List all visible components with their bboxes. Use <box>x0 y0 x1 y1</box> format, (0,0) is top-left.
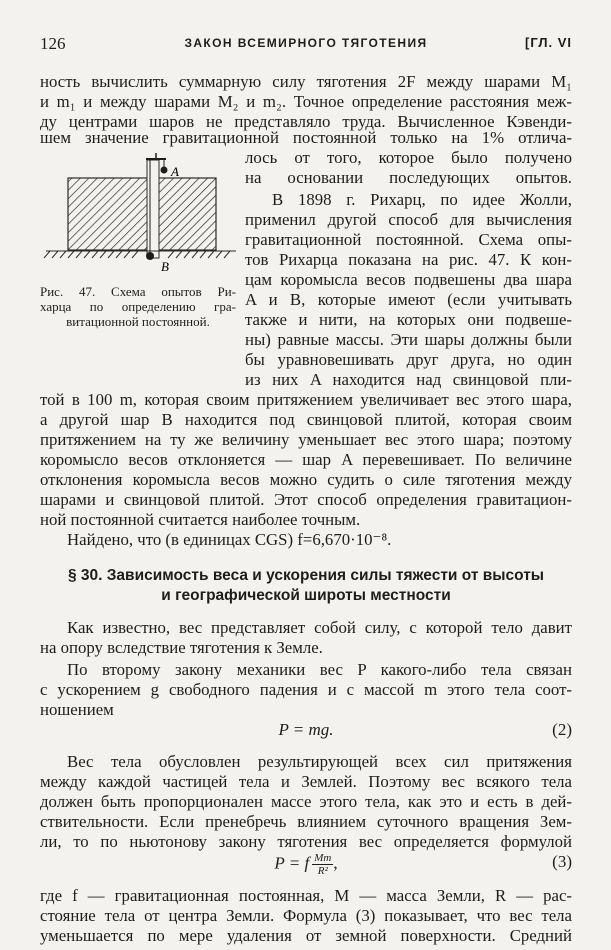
text-line: ность вычислить суммарную силу тяготения 2F между шарами M₁ <box>40 72 572 91</box>
label-b: B <box>161 259 169 274</box>
formula-expression: P = mg. <box>278 720 334 739</box>
text-line: той в 100 m, которая своим притяжением увеличивает вес этого шара, <box>40 390 572 409</box>
text-line: коромысло весов отклоняется — шар A перевешивает. По величине <box>40 450 572 469</box>
text-line: на опору вследствие тяготения к Земле. <box>40 638 323 657</box>
text-line: ду центрами шаров не представляло труда. Вычисленное Кэвенди- <box>40 112 572 131</box>
text-line: с ускорением g свободного падения и с массой m этого тела соот- <box>40 680 572 699</box>
caption-line: витационной постоянной. <box>66 314 210 329</box>
page-header <box>40 34 572 58</box>
text-line: применил другой способ для вычисления <box>245 210 572 229</box>
text-line: ны) равные массы. Эти шары должны были <box>245 330 572 349</box>
text-line: бы уравновешивать друг друга, но один <box>245 350 572 369</box>
richarz-apparatus-diagram <box>40 150 236 278</box>
ground-hatch <box>44 251 230 258</box>
text-line: гравитационной постоянной. Схема опы- <box>245 230 572 249</box>
formula-3 <box>40 852 572 878</box>
text-line: на основании последующих опытов. <box>245 168 572 187</box>
running-title: ЗАКОН ВСЕМИРНОГО ТЯГОТЕНИЯ <box>184 36 428 50</box>
equation-number: (3) <box>552 852 572 871</box>
ball-a <box>161 167 168 174</box>
text-line: притяжением на ту же величину уменьшает вес этого шара; поэтому <box>40 430 572 449</box>
text-line: В 1898 г. Рихарц, по идее Жолли, <box>272 190 572 209</box>
text-line: должен быть пропорционален массе этого тела, как это и есть в дей- <box>40 792 572 811</box>
chapter-marker: [ГЛ. VI <box>524 35 572 50</box>
caption-line: Рис. 47. Схема опытов Ри- <box>40 284 236 299</box>
formula-lhs: P = f <box>274 853 310 873</box>
ball-b <box>146 252 154 260</box>
text-line: лось от того, которое было получено <box>245 148 572 167</box>
fraction-denominator: R² <box>317 865 328 877</box>
text-line: а другой шар B находится под свинцовой плитой, которая своим <box>40 410 572 429</box>
text-line: между каждой частицей тела и Землей. Поэтому вес всякого тела <box>40 772 572 791</box>
text-line: стояние тела от центра Земли. Формула (3) показывает, что вес тела <box>40 906 572 925</box>
label-a: A <box>171 164 179 179</box>
figure-caption <box>40 284 236 329</box>
formula-2 <box>40 720 572 746</box>
text-line: Как известно, вес представляет собой силу, с которой тело давит <box>67 618 572 637</box>
fraction-numerator: Mm <box>314 852 332 864</box>
section-heading: и географической широты местности <box>161 587 451 604</box>
text-line: A и B, которые имеют (если учитывать <box>245 290 572 309</box>
text-line: Найдено, что (в единицах CGS) f=6,670·10⁻⁸. <box>67 530 392 549</box>
text-line: ношением <box>40 700 114 719</box>
fraction <box>312 852 333 877</box>
equation-number: (2) <box>552 720 572 739</box>
lead-plate <box>68 178 216 250</box>
text-line: ствительности. Если пренебречь влиянием суточного вращения Зем- <box>40 812 572 831</box>
text-line: цам коромысла весов подвешены два шара <box>245 270 572 289</box>
text-line: ной постоянной считается наиболее точным. <box>40 510 361 529</box>
text-line: из них A находится над свинцовой пли- <box>245 370 572 389</box>
text-line: шем значение гравитационной постоянной только на 1% отличa- <box>40 128 572 147</box>
text-line: где f — гравитационная постоянная, M — масса Земли, R — рас- <box>40 886 572 905</box>
text-line: По второму закону механики вес P какого-либо тела связан <box>67 660 572 679</box>
text-line: тов Рихарца показана на рис. 47. К кон- <box>245 250 572 269</box>
page-number: 126 <box>40 34 66 53</box>
text-line: отклонения коромысла весов можно судить о силе тяготения между <box>40 470 572 489</box>
text-line: ли, то по ньютонову закону тяготения вес определяется формулой <box>40 832 572 851</box>
section-heading: § 30. Зависимость веса и ускорения силы тяжести от высоты <box>67 567 545 584</box>
text-line: шарами и свинцовой плитой. Этот способ определения гравитацион- <box>40 490 572 509</box>
shaft <box>147 160 159 258</box>
text-line: и m₁ и между шарами M₂ и m₂. Точное определение расстояния меж- <box>40 92 572 111</box>
text-line: также и нити, на которых они подвеше- <box>245 310 572 329</box>
text-line: уменьшается по мере удаления от земной поверхности. Средний <box>40 926 572 945</box>
text-line: Вес тела обусловлен результирующей всех сил притяжения <box>67 752 572 771</box>
figure-47 <box>40 150 236 278</box>
caption-line: харца по определению гра- <box>40 299 236 314</box>
formula-expression <box>40 852 572 877</box>
formula-tail: , <box>333 853 338 873</box>
